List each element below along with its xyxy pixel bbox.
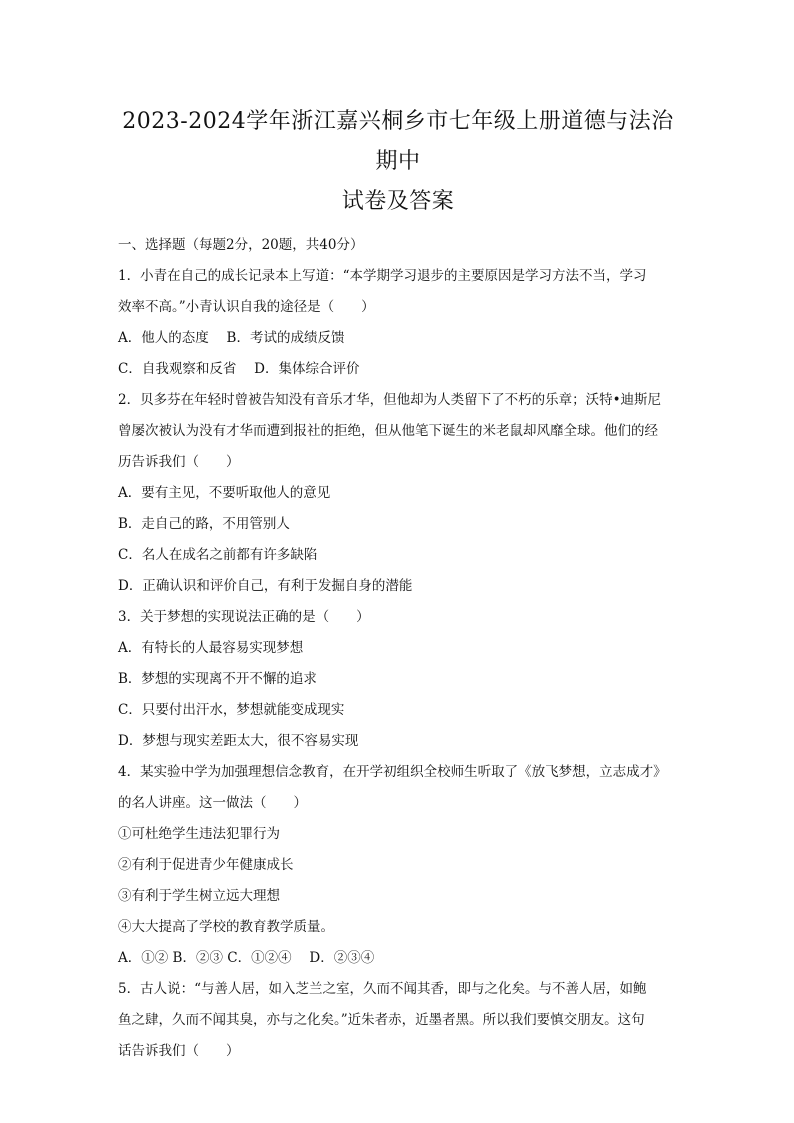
option-line: A．有特长的人最容易实现梦想 [118,640,304,656]
page-title-line1: 2023-2024学年浙江嘉兴桐乡市七年级上册道德与法治期中 [122,109,674,174]
question-stem-line: 话告诉我们（ ） [118,1043,240,1059]
option-line: D．梦想与现实差距太大，很不容易实现 [118,733,359,749]
option-line: ③有利于学生树立远大理想 [118,888,280,904]
exam-page [118,102,678,1067]
option-line: B．梦想的实现离不开不懈的追求 [118,671,317,687]
option-line: C．名人在成名之前都有许多缺陷 [118,547,318,563]
option-line: A．他人的态度 B．考试的成绩反馈 [118,330,345,346]
question-stem-line: 2．贝多芬在年轻时曾被告知没有音乐才华，但他却为人类留下了不朽的乐章；沃特•迪斯尼 [118,392,662,408]
question-stem-line: 历告诉我们（ ） [118,454,240,470]
question-3 [118,602,678,757]
question-stem-line: 的名人讲座。这一做法（ ） [118,795,307,811]
section-heading: 一、选择题（每题2分，20题，共40分） [118,237,364,253]
page-title-line2: 试卷及答案 [341,189,455,214]
question-stem-line: 4．某实验中学为加强理想信念教育，在开学初组织全校师生听取了《放飞梦想，立志成才》 [118,764,667,780]
question-stem-line: 效率不高。”小青认识自我的途径是（ ） [118,299,375,315]
question-stem-line: 3．关于梦想的实现说法正确的是（ ） [118,609,370,625]
option-line: C．只要付出汗水，梦想就能变成现实 [118,702,345,718]
option-line: ④大大提高了学校的教育教学质量。 [118,919,334,935]
question-2 [118,385,678,602]
question-5 [118,974,678,1067]
question-stem-line: 鱼之肆，久而不闻其臭，亦与之化矣。”近朱者赤，近墨者黑。所以我们要慎交朋友。这句 [118,1012,645,1028]
question-stem-line: 5．古人说：“与善人居，如入芝兰之室，久而不闻其香，即与之化矣。与不善人居，如鲍 [118,981,647,997]
option-line: A．①② B．②③ C．①②④ D．②③④ [118,950,375,966]
option-line: C．自我观察和反省 D．集体综合评价 [118,361,360,377]
option-line: D．正确认识和评价自己，有利于发掘自身的潜能 [118,578,413,594]
option-line: B．走自己的路，不用管别人 [118,516,290,532]
question-1 [118,261,678,385]
option-line: A．要有主见，不要听取他人的意见 [118,485,331,501]
question-4 [118,757,678,974]
option-line: ②有利于促进青少年健康成长 [118,857,294,873]
option-line: ①可杜绝学生违法犯罪行为 [118,826,280,842]
question-stem-line: 1．小青在自己的成长记录本上写道：“本学期学习退步的主要原因是学习方法不当，学习 [118,268,647,284]
question-stem-line: 曾屡次被认为没有才华而遭到报社的拒绝，但从他笔下诞生的米老鼠却风靡全球。他们的经 [118,423,658,439]
